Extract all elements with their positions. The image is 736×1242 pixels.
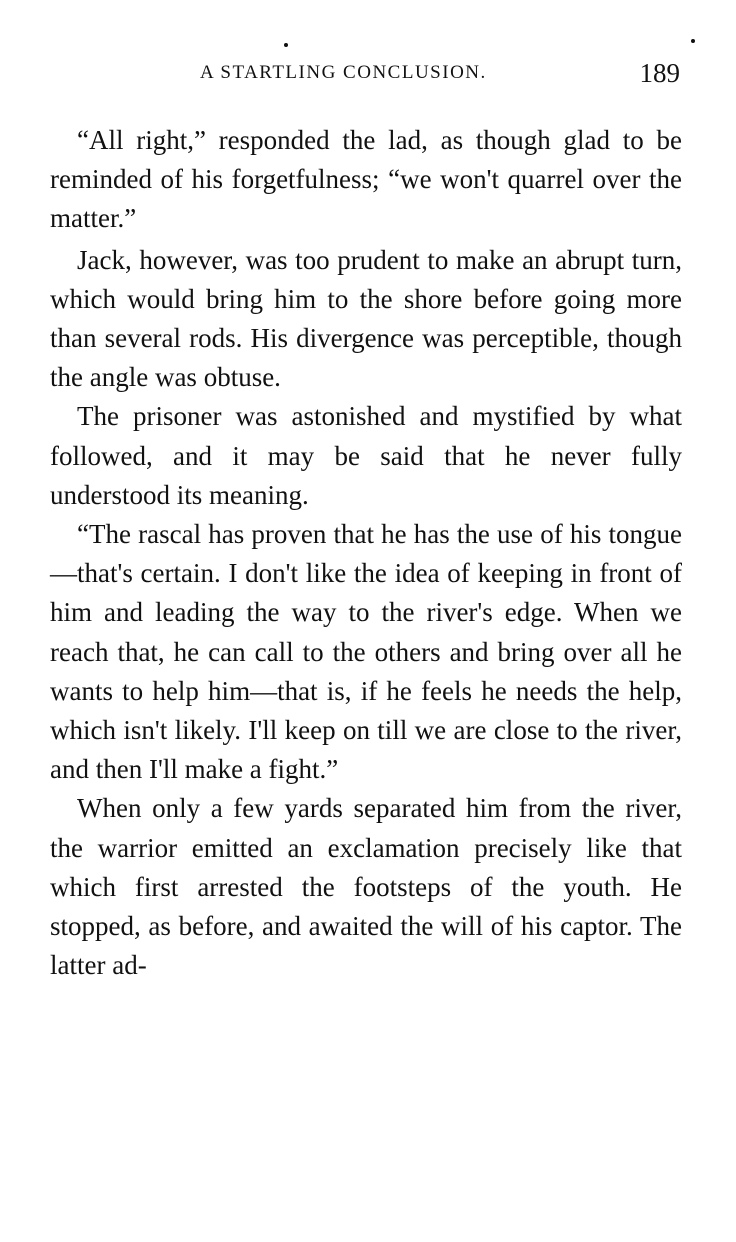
print-speck (691, 39, 695, 43)
print-speck (284, 43, 288, 47)
running-head: A STARTLING CONCLUSION. (200, 62, 487, 83)
paragraph: “All right,” responded the lad, as though glad to be reminded of his forgetfulness; “we won't quarrel over the matter.” (50, 125, 682, 234)
page-header (50, 58, 684, 94)
paragraph: “The rascal has proven that he has the use of his tongue—that's certain. I don't like the idea of keeping in front of him and leading the way to the river's edge. When we reach that, he can call to the others and bring over all he wants to help him—that is, if he feels he needs the help, which isn't likely. I'll keep on till we are close to the river, and then I'll make a fight.” (50, 519, 682, 785)
paragraph: Jack, however, was too prudent to make an abrupt turn, which would bring him to the shore before going more than several rods. His divergence was perceptible, though the angle was obtuse. (50, 244, 682, 393)
paragraph: The prisoner was astonished and mystified by what followed, and it may be said that he never fully understood its meaning. (50, 401, 682, 510)
body-text (50, 121, 682, 985)
page-number: 189 (639, 58, 680, 88)
paragraph: When only a few yards separated him from the river, the warrior emitted an exclamation precisely like that which first arrested the footsteps of the youth. He stopped, as before, and awaited the will of his captor. The latter ad- (50, 793, 682, 981)
